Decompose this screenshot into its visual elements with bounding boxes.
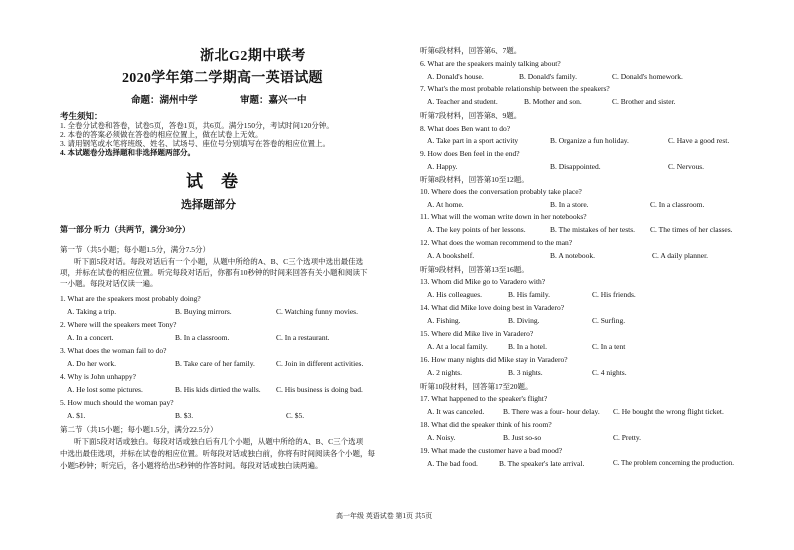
option-c: C. The times of her classes.	[650, 225, 733, 234]
option-c: C. Nervous.	[668, 162, 705, 171]
option-a: A. Donald's house.	[427, 72, 484, 81]
part-one-heading: 第一部分 听力（共两节，满分30分）	[60, 225, 190, 234]
option-c: C. Join in different activities.	[276, 359, 364, 368]
section2-instruction: 听下面5段对话或独白。每段对话或独白后有几个小题，从题中所给的A、B、C三个选项	[74, 437, 364, 446]
option-b: B. In a hotel.	[508, 342, 547, 351]
question-3: 3. What does the woman fail to do?	[60, 346, 167, 355]
reviewer-label: 审题：嘉兴一中	[240, 96, 307, 106]
option-b: B. Just so-so	[503, 433, 542, 442]
section1-instruction: 听下面5段对话。每段对话后有一个小题，从题中所给的A、B、C三个选项中选出最佳选	[74, 257, 364, 266]
page-footer: 高一年级 英语试卷 第1页 共5页	[336, 512, 433, 520]
section-big-title: 试卷	[186, 172, 256, 191]
question-2: 2. Where will the speakers meet Tony?	[60, 320, 177, 329]
option-b: B. Mother and son.	[524, 97, 582, 106]
option-c: C. Surfing.	[592, 316, 626, 325]
question-5: 5. How much should the woman pay?	[60, 398, 174, 407]
exam-title-line1: 浙北G2期中联考	[200, 49, 306, 64]
listen-material-label: 听第8段材料，回答第10至12题。	[420, 175, 529, 184]
option-a: A. He lost some pictures.	[67, 385, 143, 394]
option-c: C. 4 nights.	[592, 368, 627, 377]
option-a: A. Noisy.	[427, 433, 456, 442]
question-4: 4. Why is John unhappy?	[60, 372, 136, 381]
question-14: 14. What did Mike love doing best in Varadero?	[420, 303, 565, 312]
option-a: A. At home.	[427, 200, 464, 209]
option-c: C. The problem concerning the production.	[613, 459, 734, 467]
section2-instruction: 小题5秒钟；听完后，各小题将给出5秒钟的作答时间。每段对话或独白读两遍。	[60, 461, 323, 470]
option-c: C. His business is doing bad.	[276, 385, 363, 394]
question-19: 19. What made the customer have a bad mood?	[420, 446, 563, 455]
note-item: 3. 请用钢笔或水笔将班级、姓名、试场号、座位号分别填写在答卷的相应位置上。	[60, 139, 330, 148]
question-10: 10. Where does the conversation probably take place?	[420, 187, 582, 196]
option-a: A. His colleagues.	[427, 290, 482, 299]
question-15: 15. Where did Mike live in Varadero?	[420, 329, 534, 338]
option-a: A. Taking a trip.	[67, 307, 117, 316]
exam-title-line2: 2020学年第二学期高一英语试题	[122, 71, 323, 86]
question-12: 12. What does the woman recommend to the man?	[420, 238, 573, 247]
question-16: 16. How many nights did Mike stay in Varadero?	[420, 355, 568, 364]
option-b: B. Take care of her family.	[175, 359, 255, 368]
listen-material-label: 听第10段材料，回答第17至20题。	[420, 382, 533, 391]
option-a: A. A bookshelf.	[427, 251, 475, 260]
listen-material-label: 听第9段材料，回答第13至16题。	[420, 265, 529, 274]
option-c: C. $5.	[286, 411, 305, 420]
option-a: A. At a local family.	[427, 342, 488, 351]
option-a: A. The key points of her lessons.	[427, 225, 526, 234]
question-6: 6. What are the speakers mainly talking about?	[420, 59, 561, 68]
listen-material-label: 听第6段材料，回答第6、7题。	[420, 46, 522, 55]
option-a: A. It was canceled.	[427, 407, 485, 416]
notes-title: 考生须知：	[60, 111, 103, 121]
question-18: 18. What did the speaker think of his room?	[420, 420, 552, 429]
option-b: B. The speaker's late arrival.	[499, 459, 585, 468]
option-a: A. Do her work.	[67, 359, 116, 368]
option-b: B. In a store.	[550, 200, 589, 209]
option-b: B. Disappointed.	[550, 162, 601, 171]
option-a: A. In a concert.	[67, 333, 114, 342]
option-a: A. Fishing.	[427, 316, 461, 325]
option-c: C. He bought the wrong flight ticket.	[613, 407, 724, 416]
option-c: C. Pretty.	[613, 433, 642, 442]
note-item: 2. 本卷的答案必须做在答卷的相应位置上，做在试卷上无效。	[60, 130, 263, 139]
option-a: A. The bad food.	[427, 459, 478, 468]
option-b: B. His kids dirtied the walls.	[175, 385, 261, 394]
option-c: C. His friends.	[592, 290, 636, 299]
option-b: B. $3.	[175, 411, 194, 420]
section2-instruction: 中选出最佳选项，并标在试卷的相应位置。听每段对话或独白前，你将有时间阅读各个小题，每	[60, 449, 375, 458]
option-b: B. There was a four- hour delay.	[503, 407, 600, 416]
question-9: 9. How does Ben feel in the end?	[420, 149, 520, 158]
setter-label: 命题：湖州中学	[131, 96, 198, 106]
option-c: C. In a classroom.	[650, 200, 705, 209]
option-a: A. $1.	[67, 411, 86, 420]
option-c: C. In a restaurant.	[276, 333, 330, 342]
option-a: A. 2 nights.	[427, 368, 463, 377]
option-a: A. Take part in a sport activity	[427, 136, 519, 145]
option-a: A. Happy.	[427, 162, 458, 171]
option-b: B. In a classroom.	[175, 333, 230, 342]
option-c: C. In a tent	[592, 342, 626, 351]
question-7: 7. What's the most probable relationship between the speakers?	[420, 84, 610, 93]
question-17: 17. What happened to the speaker's flight?	[420, 394, 548, 403]
note-item: 4. 本试题卷分选择题和非选择题两部分。	[60, 148, 195, 157]
question-11: 11. What will the woman write down in her notebooks?	[420, 212, 587, 221]
note-item: 1. 全卷分试卷和答卷，试卷5页，答卷1页，共6页。满分150分，考试时间120分钟。	[60, 121, 334, 130]
option-a: A. Teacher and student.	[427, 97, 498, 106]
section1-instruction: 项，并标在试卷的相应位置。听完每段对话后，你都有10秒钟的时间来回答有关小题和阅读下	[60, 268, 368, 277]
option-b: B. A notebook.	[550, 251, 596, 260]
section1-instruction: 一小题。每段对话仅读一遍。	[60, 279, 158, 288]
option-b: B. His family.	[508, 290, 551, 299]
option-c: C. Donald's homework.	[612, 72, 683, 81]
question-1: 1. What are the speakers most probably doing?	[60, 294, 201, 303]
option-c: C. Have a good rest.	[668, 136, 730, 145]
option-b: B. Donald's family.	[519, 72, 577, 81]
option-c: C. Watching funny movies.	[276, 307, 358, 316]
section-sub-title: 选择题部分	[181, 199, 236, 211]
option-b: B. The mistakes of her tests.	[550, 225, 636, 234]
section2-header: 第二节（共15小题；每小题1.5分，满分22.5分）	[60, 425, 218, 434]
option-b: B. 3 nights.	[508, 368, 543, 377]
question-13: 13. Whom did Mike go to Varadero with?	[420, 277, 546, 286]
option-c: C. Brother and sister.	[612, 97, 676, 106]
option-b: B. Diving.	[508, 316, 540, 325]
listen-material-label: 听第7段材料，回答第8、9题。	[420, 111, 522, 120]
question-8: 8. What does Ben want to do?	[420, 124, 511, 133]
option-c: C. A daily planner.	[652, 251, 709, 260]
option-b: B. Organize a fun holiday.	[550, 136, 629, 145]
section1-header: 第一节（共5小题；每小题1.5分，满分7.5分）	[60, 245, 210, 254]
option-b: B. Buying mirrors.	[175, 307, 232, 316]
